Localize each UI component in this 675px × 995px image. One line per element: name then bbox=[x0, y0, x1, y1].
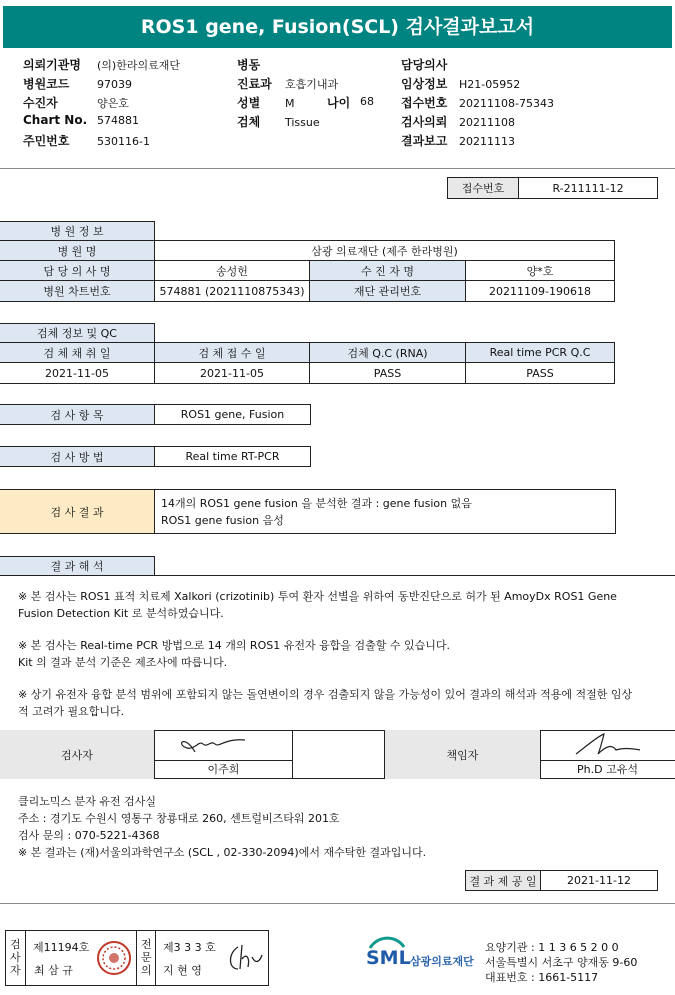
age-label: 나이 bbox=[327, 96, 351, 110]
patient-value: 양*호 bbox=[465, 260, 615, 281]
sml-logo-text: SML bbox=[366, 947, 411, 969]
header-value: 호흡기내과 bbox=[285, 78, 339, 91]
specimen-value: 2021-11-05 bbox=[0, 362, 155, 384]
footer-spec-name: 지 현 영 bbox=[163, 964, 202, 977]
chart-value: 574881 (2021110875343) bbox=[154, 280, 310, 302]
specimen-header: 검체 Q.C (RNA) bbox=[309, 342, 466, 363]
header-col2 bbox=[237, 56, 387, 132]
footer-tester-no: 제11194호 bbox=[33, 941, 90, 954]
result-date-value: 2021-11-12 bbox=[540, 870, 658, 891]
lab-address: 주소 : 경기도 수원시 영통구 창룡대로 260, 센트럴비즈타워 201호 bbox=[18, 812, 340, 825]
header-label: 수진자 bbox=[23, 96, 58, 110]
test-item-value: ROS1 gene, Fusion bbox=[154, 404, 311, 425]
header-label: 성별 bbox=[237, 96, 261, 110]
receipt-value: R-211111-12 bbox=[518, 177, 658, 199]
header-value: (의)한라의료재단 bbox=[97, 59, 180, 72]
red-seal-icon bbox=[96, 939, 132, 977]
signature-block bbox=[0, 730, 675, 779]
chart-label: 병원 차트번호 bbox=[0, 280, 155, 302]
specimen-header: 검 체 채 취 일 bbox=[0, 342, 155, 363]
header-label: 의뢰기관명 bbox=[23, 58, 81, 72]
interpretation-section-label: 결 과 해 석 bbox=[0, 556, 155, 576]
result-date-label: 결 과 제 공 일 bbox=[465, 870, 541, 891]
header-value: 20211113 bbox=[459, 135, 515, 148]
mgmt-value: 20211109-190618 bbox=[465, 280, 615, 302]
footer-stamp-box bbox=[5, 930, 269, 986]
specimen-header: Real time PCR Q.C bbox=[465, 342, 615, 363]
test-item-label: 검 사 항 목 bbox=[0, 404, 155, 425]
tester-signature-icon bbox=[155, 730, 294, 760]
report-title: ROS1 gene, Fusion(SCL) 검사결과보고서 bbox=[3, 6, 672, 48]
interp-line: ※ 본 검사는 ROS1 표적 치료제 Xalkori (crizotinib) 투여 환자 선별을 위하여 동반진단으로 허가 된 AmoyDx ROS1 Gene bbox=[18, 590, 617, 603]
signature-empty-cell bbox=[292, 730, 385, 779]
vertical-char: 의 bbox=[141, 964, 152, 977]
header-label: 검체 bbox=[237, 115, 261, 129]
lab-contact: 검사 문의 : 070-5221-4368 bbox=[18, 829, 160, 842]
tester-name: 이주희 bbox=[155, 760, 292, 778]
header-label: 결과보고 bbox=[401, 134, 448, 148]
lab-name: 클리노믹스 분자 유전 검사실 bbox=[18, 795, 157, 808]
manager-signature-cell bbox=[540, 730, 675, 779]
interpretation-paragraph-3 bbox=[18, 686, 658, 720]
manager-name: Ph.D 고유석 bbox=[540, 760, 675, 778]
vertical-char: 문 bbox=[141, 951, 152, 964]
footer-tester-vertical bbox=[6, 931, 26, 985]
header-label: 임상정보 bbox=[401, 77, 448, 91]
sml-logo bbox=[366, 935, 486, 979]
hospital-name-label: 병 원 명 bbox=[0, 240, 155, 261]
tester-label: 검사자 bbox=[0, 730, 155, 779]
vertical-char: 검 bbox=[10, 938, 21, 951]
doctor-value: 송성헌 bbox=[154, 260, 310, 281]
hospital-name-value: 삼광 의료재단 (제주 한라병원) bbox=[154, 240, 615, 261]
interpretation-paragraph-2 bbox=[18, 637, 658, 671]
header-label: 병원코드 bbox=[23, 77, 70, 91]
header-col1 bbox=[23, 56, 180, 151]
header-label: 병동 bbox=[237, 58, 261, 72]
header-value: 20211108-75343 bbox=[459, 97, 554, 110]
header-col3 bbox=[401, 56, 554, 151]
specimen-section-label: 검체 정보 및 QC bbox=[0, 323, 155, 343]
header-value: 530116-1 bbox=[97, 135, 150, 148]
vertical-char: 사 bbox=[10, 951, 21, 964]
specimen-value: PASS bbox=[309, 362, 466, 384]
header-value: 97039 bbox=[97, 78, 132, 91]
manager-signature-icon bbox=[540, 730, 675, 760]
vertical-char: 전 bbox=[141, 938, 152, 951]
tester-signature-cell bbox=[154, 730, 293, 779]
patient-label: 수 진 자 명 bbox=[309, 260, 466, 281]
test-result-line2: ROS1 gene fusion 음성 bbox=[161, 514, 284, 527]
specimen-value: 2021-11-05 bbox=[154, 362, 310, 384]
header-value: 20211108 bbox=[459, 116, 515, 129]
specialist-signature-icon bbox=[224, 941, 264, 975]
header-value: M bbox=[285, 97, 295, 110]
vertical-char: 자 bbox=[10, 964, 21, 977]
mgmt-label: 재단 관리번호 bbox=[309, 280, 466, 302]
header-value: 574881 bbox=[97, 114, 139, 127]
footer-tester-name: 최 삼 규 bbox=[34, 964, 73, 977]
interp-line: ※ 본 검사는 Real-time PCR 방법으로 14 개의 ROS1 유전자 융합을 검출할 수 있습니다. bbox=[18, 639, 450, 652]
doctor-label: 담 당 의 사 명 bbox=[0, 260, 155, 281]
header-info bbox=[0, 52, 675, 152]
specimen-header: 검 체 접 수 일 bbox=[154, 342, 310, 363]
footer-info-institution: 요양기관 : 1 1 3 6 5 2 0 0 bbox=[485, 941, 619, 954]
hospital-section-label: 병 원 정 보 bbox=[0, 221, 155, 241]
header-value: Tissue bbox=[285, 116, 320, 129]
interp-line: ※ 상기 유전자 융합 분석 범위에 포함되지 않는 돌연변이의 경우 검출되지 않을 가능성이 있어 결과의 해석과 적용에 적절한 임상 bbox=[18, 688, 633, 701]
footer-spec-vertical bbox=[136, 931, 156, 985]
test-result-label: 검 사 결 과 bbox=[0, 489, 155, 534]
test-method-value: Real time RT-PCR bbox=[154, 446, 311, 467]
interp-line: Kit 의 결과 분석 기준은 제조사에 따릅니다. bbox=[18, 656, 228, 669]
interpretation-divider bbox=[0, 575, 675, 576]
test-method-label: 검 사 방 법 bbox=[0, 446, 155, 467]
manager-label: 책임자 bbox=[384, 730, 541, 779]
interp-line: Fusion Detection Kit 로 분석하였습니다. bbox=[18, 607, 224, 620]
footer-info-phone: 대표번호 : 1661-5117 bbox=[485, 971, 599, 984]
header-value: H21-05952 bbox=[459, 78, 521, 91]
footer-info-address: 서울특별시 서초구 양재동 9-60 bbox=[485, 956, 638, 969]
footer-spec-no: 제3 3 3 호 bbox=[163, 941, 216, 954]
header-value: 양은호 bbox=[97, 97, 129, 110]
header-label: 진료과 bbox=[237, 77, 272, 91]
sml-logo-name: 삼광의료재단 bbox=[410, 955, 474, 968]
test-result-value bbox=[154, 489, 616, 534]
age-value: 68 bbox=[360, 95, 374, 108]
interpretation-paragraph-1 bbox=[18, 588, 658, 622]
header-label: 주민번호 bbox=[23, 134, 70, 148]
header-label: 검사의뢰 bbox=[401, 115, 448, 129]
header-label: 접수번호 bbox=[401, 96, 448, 110]
header-label: 담당의사 bbox=[401, 58, 448, 72]
header-label: Chart No. bbox=[23, 113, 88, 127]
lab-note: ※ 본 결과는 (재)서울의과학연구소 (SCL , 02-330-2094)에서 재수탁한 결과입니다. bbox=[18, 846, 427, 859]
specimen-value: PASS bbox=[465, 362, 615, 384]
receipt-label: 접수번호 bbox=[447, 177, 519, 199]
test-result-line1: 14개의 ROS1 gene fusion 을 분석한 결과 : gene fusion 없음 bbox=[161, 497, 472, 510]
interp-line: 적 고려가 필요합니다. bbox=[18, 705, 125, 718]
